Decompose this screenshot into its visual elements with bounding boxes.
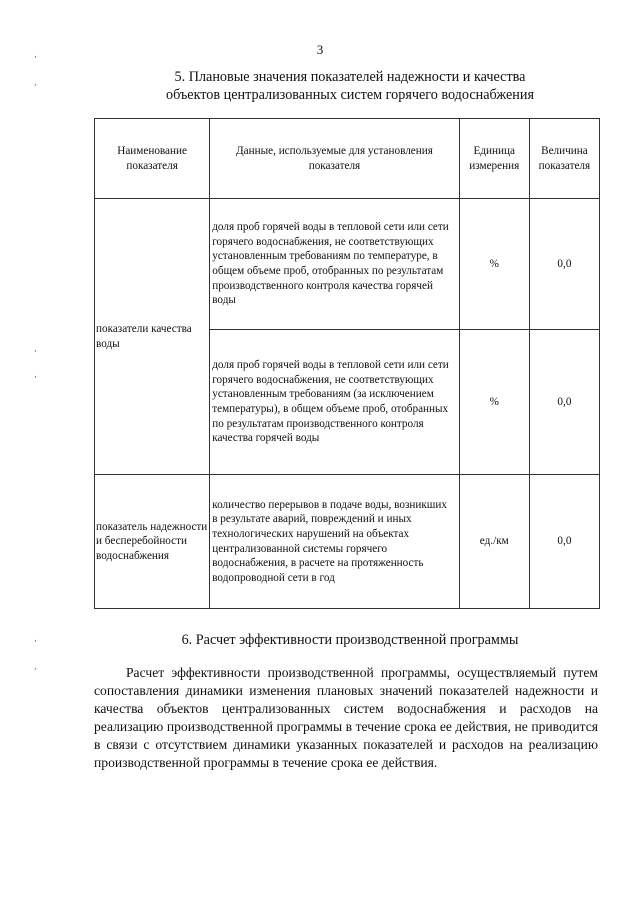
- margin-mark: ,: [34, 662, 37, 672]
- indicator-value: 0,0: [529, 475, 599, 609]
- page-number: 3: [316, 42, 324, 57]
- indicator-unit: %: [459, 199, 529, 330]
- indicator-value: 0,0: [529, 199, 599, 330]
- indicator-group-name: показатели качества воды: [95, 199, 210, 475]
- section-6-title: 6. Расчет эффективности производственной программы: [181, 632, 519, 648]
- margin-mark: ,: [34, 634, 37, 644]
- table-row: [95, 475, 600, 609]
- indicator-data: количество перерывов в подаче воды, возникших в результате аварий, повреждений и иных технологических нарушений на объектах централизованной системы горячего водоснабжения, в расчете на протяженность водопроводной сети в год: [210, 475, 459, 609]
- indicator-unit: ед./км: [459, 475, 529, 609]
- table-row: [95, 199, 600, 330]
- section-5-title-line1: 5. Плановые значения показателей надежности и качества: [174, 69, 526, 85]
- header-value: Величина показателя: [529, 119, 599, 199]
- margin-mark: ,: [34, 78, 37, 88]
- header-data: Данные, используемые для установления показателя: [210, 119, 459, 199]
- indicator-group-name: показатель надежности и бесперебойности водоснабжения: [95, 475, 210, 609]
- indicator-unit: %: [459, 330, 529, 475]
- indicator-data: доля проб горячей воды в тепловой сети или сети горячего водоснабжения, не соответствующих установленным требованиям по температуре, в общем объеме проб, отобранных по результатам производственного контроля качества горячей воды: [210, 199, 459, 330]
- section-5-title: [60, 68, 640, 104]
- efficiency-paragraph: Расчет эффективности производственной программы, осуществляемый путем сопоставления динамики изменения плановых значений показателей надежности и качества объектов централизованных систем водоснабжения и расходов на реализацию производственной программы в течение срока ее действия, не приводится в связи с отсутствием динамики указанных показателей и расходов на реализацию производственной программы в течение срока ее действия.: [94, 665, 598, 770]
- table-header-row: [95, 119, 600, 199]
- indicators-table: [94, 118, 600, 609]
- header-name: Наименование показателя: [95, 119, 210, 199]
- margin-mark: ,: [34, 50, 37, 60]
- margin-mark: ,: [34, 344, 37, 354]
- indicator-data: доля проб горячей воды в тепловой сети или сети горячего водоснабжения, не соответствующих установленным требованиям (за исключением температуры), в общем объеме проб, отобранных по результатам производственного контроля качества горячей воды: [210, 330, 459, 475]
- header-unit: Единица измерения: [459, 119, 529, 199]
- indicator-value: 0,0: [529, 330, 599, 475]
- margin-mark: ,: [34, 370, 37, 380]
- section-5-title-line2: объектов централизованных систем горячего водоснабжения: [165, 87, 535, 103]
